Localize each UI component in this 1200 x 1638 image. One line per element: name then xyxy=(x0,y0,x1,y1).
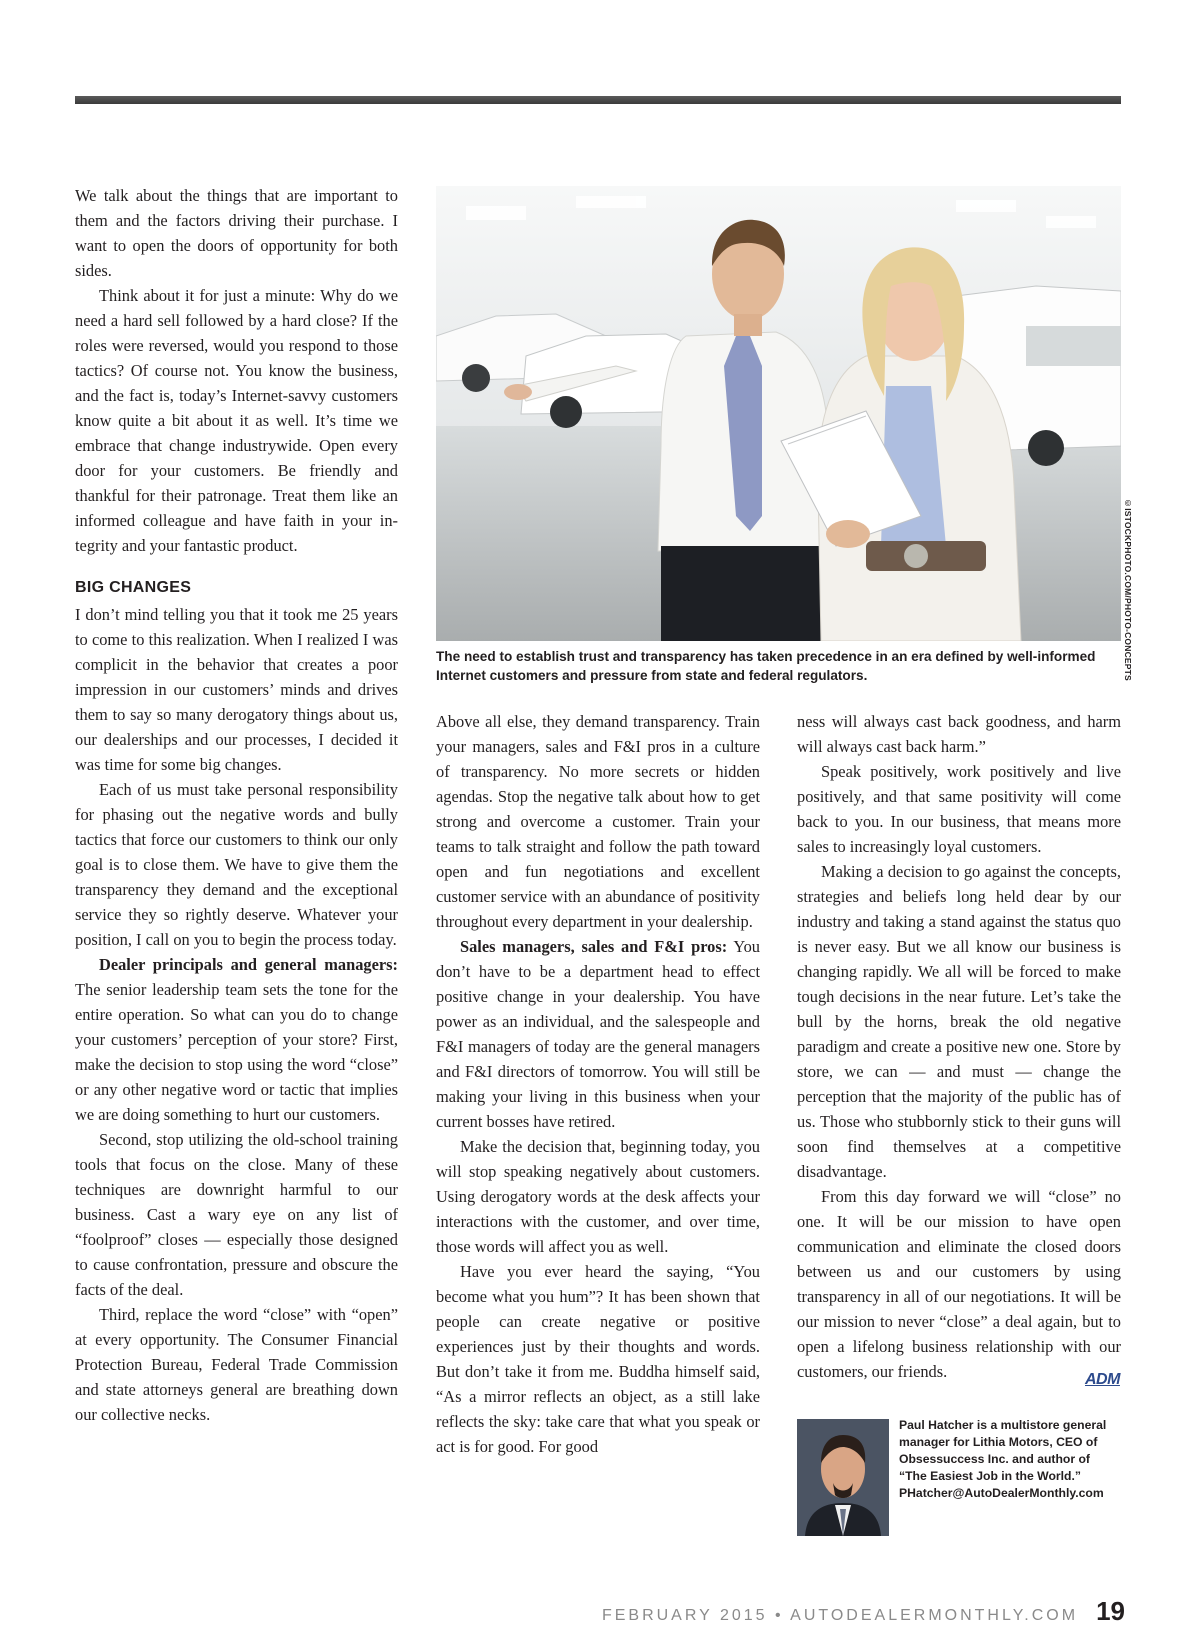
author-bio: Paul Hatcher is a multistore general manager for Lithia Motors, CEO of Obsessuccess Inc. and author of “The Easiest Job in the World.” PHatcher@AutoDealerMonthly.com xyxy=(899,1418,1107,1500)
top-rule xyxy=(75,96,1121,104)
article-column-1 xyxy=(75,183,398,1427)
paragraph: Make the decision that, beginning today, you will stop speaking negatively about customers. Using derogatory words at the desk affects your interactions with the customer, and over time, those words will affect you as well. xyxy=(436,1137,760,1256)
paragraph: Second, stop utilizing the old-school training tools that focus on the close. Many of these techniques are downright harmful to our business. Cast a wary eye on any list of “foolproof” closes — especially those designed to cause confrontation, pressure and obscure the facts of the deal. xyxy=(75,1130,398,1299)
paragraph-lead: Dealer principals and general managers: xyxy=(99,955,398,974)
paragraph-body: The senior leadership team sets the tone for the entire operation. So what can you do to change your customers’ perception of your store? First, make the decision to stop using the word “close” or any other negative word or tactic that implies we are doing something to hurt our customers. xyxy=(75,980,398,1124)
author-headshot-image xyxy=(797,1419,889,1536)
paragraph: ness will always cast back goodness, and harm will always cast back harm.” xyxy=(797,712,1121,756)
author-headshot xyxy=(797,1419,889,1536)
paragraph: Above all else, they demand transparency. Train your managers, sales and F&I pros in a culture of transparency. No more secrets or hidden agendas. Stop the negative talk about how to get strong and overcome a customer. Train your teams to talk straight and follow the path toward open and fun negotiations and excellent customer service with an abundance of positivity throughout every department in your dealership. xyxy=(436,712,760,931)
page-number: 19 xyxy=(1096,1596,1125,1626)
paragraph-lead: Sales managers, sales and F&I pros: xyxy=(460,937,728,956)
article-photo xyxy=(436,186,1121,641)
article-column-3 xyxy=(797,709,1121,1384)
paragraph: Making a decision to go against the concepts, strategies and beliefs long held dear by our industry and taking a stand against the status quo is never easy. But we all know our business is changing rapidly. We all will be forced to make tough decisions in the near future. Let’s take the bull by the horns, break the old negative paradigm and create a positive new one. Store by store, we can — and must — change the perception that the majority of the public has of us. Those who stubbornly stick to their guns will soon find themselves at a competitive disadvantage. xyxy=(797,862,1121,1181)
article-column-2 xyxy=(436,709,760,1459)
photo-caption: The need to establish trust and transparency has taken precedence in an era defined by well-informed Internet customers and pressure from state and federal regulators. xyxy=(436,649,1096,683)
paragraph xyxy=(436,934,760,1134)
paragraph: Each of us must take personal responsibility for phasing out the negative words and bully tactics that force our customers to think our only goal is to close them. We have to give them the transparency they demand and the exceptional service they so rightly deserve. Whatever your position, I call on you to begin the process today. xyxy=(75,780,398,949)
photo-credit: ©ISTOCKPHOTO.COM/PHOTO-CONCEPTS xyxy=(1123,498,1133,681)
paragraph-body: You don’t have to be a department head to effect positive change in your dealership. You have power as an individual, and the salespeople and F&I managers of today are the general managers and F&I directors of tomorrow. You will still be making your living in this business when your current bosses have retired. xyxy=(436,937,760,1131)
paragraph: I don’t mind telling you that it took me 25 years to come to this realization. When I realized I was complicit in the behavior that creates a poor impression in our customers’ minds and drives them to say so many derogatory things about us, our dealerships and our processes, I decided it was time for some big changes. xyxy=(75,605,398,774)
paragraph: We talk about the things that are important to them and the factors driving their purchase. I want to open the doors of opportunity for both sides. xyxy=(75,186,398,280)
paragraph xyxy=(75,952,398,1127)
showroom-photo xyxy=(436,186,1121,641)
adm-end-logo: ADM xyxy=(1085,1371,1120,1388)
page-footer xyxy=(602,1596,1125,1627)
paragraph: Third, replace the word “close” with “open” at every opportunity. The Consumer Financial Protection Bureau, Federal Trade Commission and state attorneys general are breathing down our collective necks. xyxy=(75,1305,398,1424)
issue-info: FEBRUARY 2015 • AUTODEALERMONTHLY.COM xyxy=(601,1607,1079,1624)
paragraph: Speak positively, work positively and live positively, and that same positivity will come back to you. In our business, that means more sales to increasingly loyal customers. xyxy=(797,762,1121,856)
paragraph: Think about it for just a minute: Why do we need a hard sell followed by a hard close? If the roles were reversed, would you respond to those tactics? Of course not. You know the business, and the fact is, today’s Internet-savvy customers know quite a bit about it as well. It’s time we embrace that change industrywide. Open every door for your customers. Be friendly and thankful for their patronage. Treat them like an informed colleague and have faith in your integrity and your fantastic product. xyxy=(75,286,398,555)
paragraph: Have you ever heard the saying, “You become what you hum”? It has been shown that people can create negative or positive experiences just by their thoughts and words. But don’t take it from me. Buddha himself said, “As a mirror reflects an object, as a still lake reflects the sky: take care that what you speak or act is for good. For good xyxy=(436,1262,760,1456)
paragraph: From this day forward we will “close” no one. It will be our mission to have open communication and eliminate the closed doors between us and our customers by using transparency in all of our negotiations. It will be our mission to never “close” a deal again, but to open a lifelong business relationship with our customers, our friends. xyxy=(797,1187,1121,1381)
section-subhead: BIG CHANGES xyxy=(75,579,192,596)
